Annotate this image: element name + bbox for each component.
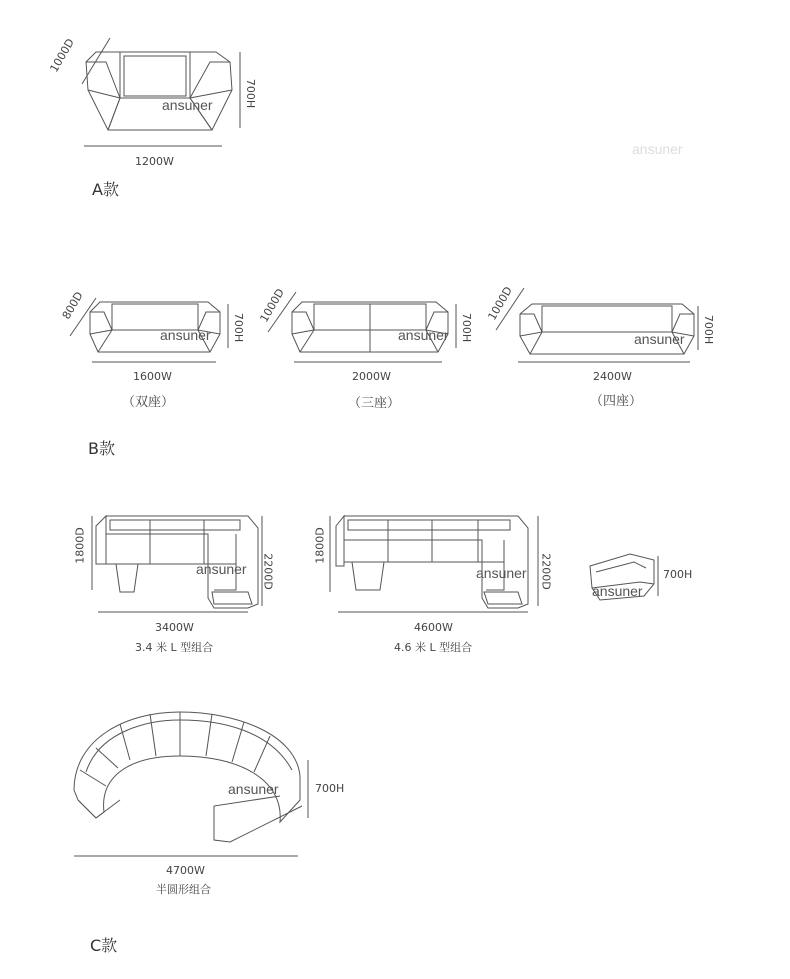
caption-b2: （三座）: [348, 396, 401, 411]
sofa-a-drawing: [86, 52, 232, 130]
brand-watermark: ansuner: [632, 141, 683, 157]
dim-b2-height: 700H: [460, 312, 474, 343]
brand-logo-c: ansuner: [228, 781, 279, 797]
dim-b3-height: 700H: [702, 314, 716, 345]
section-b-label: B款: [88, 439, 115, 458]
dim-c-width: 4700W: [166, 864, 205, 877]
sofa-l2-drawing: [336, 516, 528, 608]
dim-l2-width: 4600W: [414, 621, 453, 634]
caption-l1: 3.4 米 L 型组合: [135, 641, 214, 654]
dim-a-width: 1200W: [135, 155, 174, 168]
dim-b2-depth: 1000D: [257, 286, 287, 325]
section-c-label: C款: [90, 936, 118, 955]
dim-b1-width: 1600W: [133, 370, 172, 383]
caption-b3: （四座）: [590, 394, 643, 409]
brand-logo-b2: ansuner: [398, 327, 449, 343]
caption-c: 半圆形组合: [156, 883, 211, 896]
dim-b1-height: 700H: [232, 312, 246, 343]
brand-logo-b3: ansuner: [634, 331, 685, 347]
dim-l1-length: 2200D: [261, 553, 275, 590]
brand-logo-module: ansuner: [592, 583, 643, 599]
caption-l2: 4.6 米 L 型组合: [394, 641, 473, 654]
dim-l2-length: 2200D: [539, 553, 553, 590]
caption-b1: （双座）: [122, 395, 175, 410]
dim-a-depth: 1000D: [47, 36, 77, 75]
dim-l1-depth: 1800D: [73, 527, 87, 564]
dim-l1-width: 3400W: [155, 621, 194, 634]
brand-logo-a: ansuner: [162, 97, 213, 113]
brand-logo-b1: ansuner: [160, 327, 211, 343]
dim-c-height: 700H: [315, 782, 345, 795]
dim-l2-depth: 1800D: [313, 527, 327, 564]
dim-a-depth-line: [82, 38, 110, 84]
section-a-label: A款: [92, 180, 119, 199]
brand-logo-l2: ansuner: [476, 565, 527, 581]
brand-logo-l1: ansuner: [196, 561, 247, 577]
dim-a-height: 700H: [244, 78, 258, 109]
sofa-c-drawing: [74, 712, 302, 842]
dim-module-height: 700H: [663, 568, 693, 581]
dim-b3-depth: 1000D: [485, 284, 515, 323]
dim-b1-depth: 800D: [59, 289, 86, 322]
dim-b2-width: 2000W: [352, 370, 391, 383]
dim-b3-width: 2400W: [593, 370, 632, 383]
